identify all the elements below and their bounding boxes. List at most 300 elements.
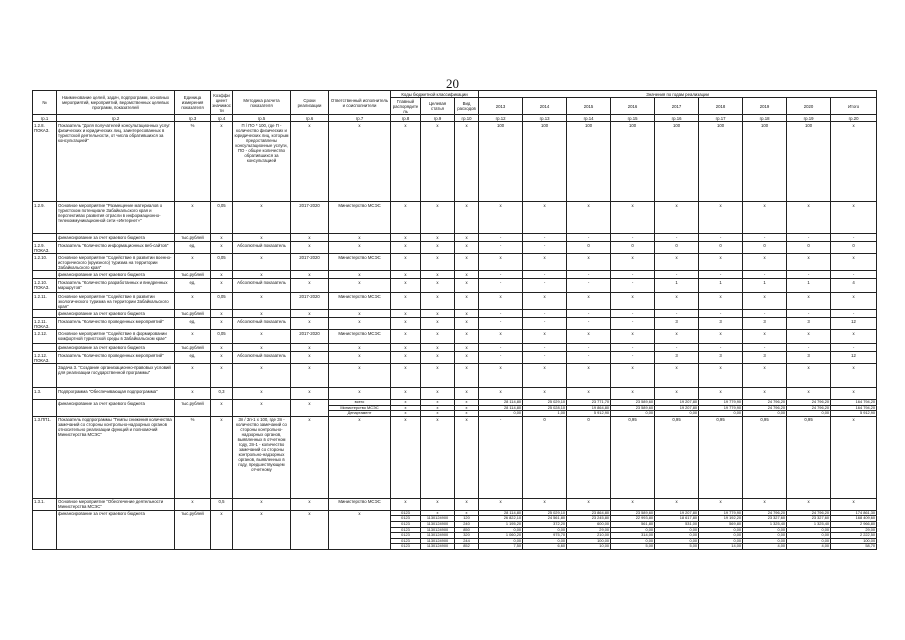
row-method: х: [233, 330, 291, 344]
row-value: -: [479, 416, 523, 498]
row-exec: Министерство МСЭС: [329, 254, 391, 271]
row-coef: х: [211, 510, 233, 549]
row-name: Основное мероприятие "Содействие в развитии военно-исторического (круизного) туризма на территории Забайкальского края": [57, 254, 175, 271]
row-value: 372,20: [523, 521, 566, 527]
table-row: [33, 510, 877, 549]
row-vr: х: [455, 364, 479, 388]
row-vr: [455, 400, 479, 417]
row-value: 0: [787, 242, 831, 254]
row-value: 23 327,60: [743, 515, 786, 521]
row-value: 0,00: [655, 527, 698, 533]
row-vr-line: х: [465, 510, 468, 515]
row-value: х: [831, 388, 877, 400]
col-number: гр.16: [655, 115, 699, 122]
row-csr: х: [421, 242, 455, 254]
row-number: 1.2.10.: [33, 254, 57, 271]
table-row: [33, 330, 877, 344]
row-value: 3: [743, 352, 787, 364]
row-csr: х: [421, 416, 455, 498]
row-value: -: [567, 279, 611, 293]
row-value: 975,70: [523, 532, 566, 538]
row-coef: 0,3: [211, 388, 233, 400]
row-value: 100,00: [567, 538, 610, 544]
row-value: х: [743, 364, 787, 388]
row-value: 23 245,80: [567, 515, 610, 521]
row-value: -: [611, 310, 655, 318]
row-value: х: [523, 498, 567, 510]
row-vr: х: [455, 234, 479, 242]
row-coef: х: [211, 242, 233, 254]
row-value: 600,00: [567, 521, 610, 527]
header-term: Сроки реализации: [291, 91, 329, 115]
row-value: х: [479, 293, 523, 310]
row-value: 3: [655, 318, 699, 330]
row-vr-line: 240: [455, 521, 478, 527]
row-value: 24 796,20: [767, 510, 786, 515]
table-row: [33, 344, 877, 352]
row-name: Основное мероприятие "Размещение материалов о туристском потенциале Забайкальского края и перспективах развития отрасли в информационно-телекоммуникационной сети «Интернет»": [57, 202, 175, 234]
row-grbs-line: 0123: [401, 510, 410, 515]
row-value: х: [699, 364, 743, 388]
row-value: -: [479, 234, 523, 242]
row-unit: х: [175, 202, 211, 234]
row-grbs: х: [391, 416, 421, 498]
row-value: 164 794,20: [831, 405, 876, 411]
col-number: гр.19: [787, 115, 831, 122]
row-name: Показатель "Количество проведенных мероприятий": [57, 318, 175, 330]
row-value: 0,00: [787, 532, 830, 538]
row-name: Показатель "Доля получателей консультационных услуг физических и юридических лиц, заинтересованных в туристской деятельности, от числа обратившихся за консультацией": [57, 122, 175, 202]
row-method: х: [233, 271, 291, 279]
row-csr: х: [421, 352, 455, 364]
row-value: 28 114,80: [504, 510, 522, 515]
header-values-group: Значения по годам реализации: [479, 91, 877, 98]
row-vr: х: [455, 388, 479, 400]
row-term: х: [291, 234, 329, 242]
row-value: 14,00: [699, 543, 742, 549]
row-value-cell: [567, 510, 611, 549]
row-value: х: [699, 293, 743, 310]
row-value: 19 864,80: [567, 405, 610, 411]
row-value: х: [523, 254, 567, 271]
row-term: 2017-2020: [291, 330, 329, 344]
row-exec: х: [329, 510, 391, 549]
row-value: 5 912,90: [831, 410, 876, 416]
row-value: х: [523, 293, 567, 310]
row-value: 1 325,40: [787, 521, 830, 527]
row-term: х: [291, 318, 329, 330]
row-vr-line: х: [455, 405, 478, 411]
row-coef: х: [211, 344, 233, 352]
row-value: х: [611, 498, 655, 510]
row-method: Абсолютный показатель: [233, 279, 291, 293]
row-method: Абсолютный показатель: [233, 352, 291, 364]
row-csr: х: [421, 271, 455, 279]
row-value: 0,00: [699, 527, 742, 533]
row-value: 0,00: [523, 527, 566, 533]
row-value: х: [655, 293, 699, 310]
row-csr: [421, 400, 455, 417]
row-value: -: [523, 344, 567, 352]
row-value: 0,00: [611, 527, 654, 533]
row-term: х: [291, 344, 329, 352]
row-method: Абсолютный показатель: [233, 318, 291, 330]
row-value: -: [831, 344, 877, 352]
row-value: х: [743, 202, 787, 234]
row-vr: х: [455, 352, 479, 364]
row-value: х: [831, 498, 877, 510]
row-value-cell: [831, 400, 877, 417]
row-value: -: [611, 344, 655, 352]
row-value: 164 794,20: [855, 399, 876, 404]
row-term: х: [291, 271, 329, 279]
row-value: х: [699, 388, 743, 400]
header-year: 2016: [611, 98, 655, 115]
row-grbs: х: [391, 318, 421, 330]
row-value: -: [743, 271, 787, 279]
header-budget-group: Коды бюджетной классификации: [391, 91, 479, 98]
row-value: -: [655, 310, 699, 318]
row-value: 0: [611, 242, 655, 254]
row-csr-line: х: [421, 410, 454, 416]
row-value: -: [831, 271, 877, 279]
row-value-cell: [523, 510, 567, 549]
row-value: 1 060,20: [479, 532, 522, 538]
row-value: х: [523, 330, 567, 344]
row-grbs: х: [391, 202, 421, 234]
row-value: 0,00: [655, 532, 698, 538]
row-unit: тыс.рублей: [175, 271, 211, 279]
row-value: х: [699, 254, 743, 271]
row-grbs-line: 0123: [391, 515, 420, 521]
row-value: 314,00: [611, 532, 654, 538]
row-grbs-line: х: [391, 410, 420, 416]
row-value: 531,00: [655, 521, 698, 527]
row-value: х: [831, 122, 877, 202]
row-grbs-line: х: [391, 405, 420, 411]
row-value: 28 114,80: [504, 399, 522, 404]
row-vr: х: [455, 279, 479, 293]
row-value: -: [787, 344, 831, 352]
row-csr: х: [421, 344, 455, 352]
row-value: 28 114,80: [479, 405, 522, 411]
row-vr: х: [455, 271, 479, 279]
row-value-cell: [611, 510, 655, 549]
row-value: 24 796,20: [811, 510, 830, 515]
row-value: 100: [743, 122, 787, 202]
row-name: Основное мероприятие "Обеспечение деятельности Министерства МСЭС": [57, 498, 175, 510]
row-value: -: [523, 242, 567, 254]
row-value: 0,00: [479, 527, 522, 533]
row-value: -: [787, 271, 831, 279]
row-vr-line: 320: [455, 532, 478, 538]
column-numbers-row: [33, 115, 877, 122]
row-grbs: [391, 510, 421, 549]
row-value: х: [831, 254, 877, 271]
row-value: х: [699, 202, 743, 234]
row-value: 22 993,80: [611, 515, 654, 521]
header-year: 2013: [479, 98, 523, 115]
row-vr-line: 850: [455, 527, 478, 533]
row-csr-line: х: [436, 399, 439, 404]
row-value: х: [567, 254, 611, 271]
table-row: [33, 364, 877, 388]
row-number: 1.2.11.: [33, 293, 57, 310]
row-number: [33, 510, 57, 549]
table-row: [33, 310, 877, 318]
col-number: гр.20: [831, 115, 877, 122]
row-value: х: [743, 388, 787, 400]
row-exec-line: Департамент: [329, 410, 390, 416]
row-value: 6,60: [523, 543, 566, 549]
row-value: 100: [699, 122, 743, 202]
row-value: х: [787, 388, 831, 400]
row-value-cell: [743, 400, 787, 417]
col-number: гр.17: [699, 115, 743, 122]
row-value: 23 327,60: [787, 515, 830, 521]
row-value-cell: [787, 400, 831, 417]
row-vr: х: [455, 293, 479, 310]
row-value: -: [611, 234, 655, 242]
row-term: 2017-2020: [291, 202, 329, 234]
row-number: 1.2.8. ПОКАЗ.: [33, 122, 57, 202]
row-value: -: [479, 310, 523, 318]
row-value: х: [831, 364, 877, 388]
row-value: 3: [699, 352, 743, 364]
row-name: финансирование за счет краевого бюджета: [57, 310, 175, 318]
row-value: -: [611, 271, 655, 279]
row-value: -: [479, 318, 523, 330]
row-value: х: [479, 254, 523, 271]
row-exec: х: [329, 279, 391, 293]
col-number: гр.12: [479, 115, 523, 122]
row-value: х: [611, 202, 655, 234]
row-coef: 0,05: [211, 330, 233, 344]
row-grbs: х: [391, 279, 421, 293]
row-value: х: [655, 364, 699, 388]
row-csr: х: [421, 318, 455, 330]
row-value: х: [787, 202, 831, 234]
row-csr: х: [421, 364, 455, 388]
row-csr-line: 1130124900: [421, 515, 454, 521]
row-vr: х: [455, 318, 479, 330]
row-value: 4,00: [787, 543, 830, 549]
header-no: №: [33, 91, 57, 115]
row-value: 19 779,90: [723, 399, 742, 404]
row-value: 0,00: [743, 538, 786, 544]
row-grbs-line: 0123: [391, 521, 420, 527]
row-term: х: [291, 498, 329, 510]
row-name: финансирование за счет краевого бюджета: [57, 344, 175, 352]
row-coef: 0,5: [211, 498, 233, 510]
row-value: -: [567, 344, 611, 352]
header-exec: Ответственный исполнитель и соисполнители: [329, 91, 391, 115]
row-value-cell: [523, 400, 567, 417]
row-value: х: [743, 254, 787, 271]
row-coef: х: [211, 364, 233, 388]
row-term: х: [291, 242, 329, 254]
row-value: х: [567, 293, 611, 310]
row-method: х: [233, 310, 291, 318]
row-value: -: [523, 310, 567, 318]
row-exec: х: [329, 352, 391, 364]
row-name: Основное мероприятие "Содействие в формировании комфортной туристской среды в Забайкальском крае": [57, 330, 175, 344]
row-unit: %: [175, 122, 211, 202]
row-exec: х: [329, 364, 391, 388]
row-value: -: [787, 310, 831, 318]
row-unit: ед.: [175, 318, 211, 330]
row-exec-line: Министерство МСЭС: [329, 405, 390, 411]
row-unit: %: [175, 416, 211, 498]
table-row: [33, 416, 877, 498]
row-csr: х: [421, 310, 455, 318]
row-unit: тыс.рублей: [175, 400, 211, 417]
row-value: 24 796,20: [811, 399, 830, 404]
row-value: х: [787, 364, 831, 388]
row-number: 1.2.11. ПОКАЗ.: [33, 318, 57, 330]
row-value: 1 325,40: [743, 521, 786, 527]
row-unit: ед.: [175, 352, 211, 364]
table-body: [33, 122, 877, 550]
row-coef: 0,05: [211, 202, 233, 234]
row-unit: х: [175, 364, 211, 388]
row-value: 100: [611, 122, 655, 202]
row-vr: х: [455, 242, 479, 254]
row-value: х: [743, 498, 787, 510]
row-value: 25 029,10: [547, 510, 566, 515]
row-number: 1.3.: [33, 388, 57, 400]
row-value: х: [655, 498, 699, 510]
row-value: 1: [655, 279, 699, 293]
row-value: -: [655, 344, 699, 352]
row-value: 23 771,70: [591, 399, 610, 404]
row-value: х: [567, 364, 611, 388]
row-value: х: [787, 330, 831, 344]
row-value: х: [787, 498, 831, 510]
row-coef: 0,05: [211, 293, 233, 310]
row-value: 0,00: [611, 410, 654, 416]
row-coef: х: [211, 279, 233, 293]
row-number: 1.3.1.: [33, 498, 57, 510]
row-grbs: х: [391, 388, 421, 400]
row-value: -: [567, 318, 611, 330]
row-term: 2017-2020: [291, 254, 329, 271]
row-value: 174 861,30: [855, 510, 876, 515]
row-term: х: [291, 416, 329, 498]
col-number: гр.4: [211, 115, 233, 122]
row-value: х: [479, 388, 523, 400]
row-number: [33, 271, 57, 279]
header-year: 2020: [787, 98, 831, 115]
row-coef: х: [211, 416, 233, 498]
row-value: х: [479, 330, 523, 344]
row-value: 25 028,10: [523, 405, 566, 411]
row-exec: х: [329, 416, 391, 498]
row-value: 0,00: [699, 532, 742, 538]
row-unit: тыс.рублей: [175, 234, 211, 242]
row-value: 0: [699, 242, 743, 254]
row-value: 0,95: [611, 416, 655, 498]
row-vr: [455, 510, 479, 549]
header-year: 2014: [523, 98, 567, 115]
row-value: 1 195,20: [479, 521, 522, 527]
row-csr: х: [421, 388, 455, 400]
row-value: 210,00: [567, 532, 610, 538]
row-value: 0,00: [479, 410, 522, 416]
row-method: х: [233, 510, 291, 549]
header-csr: Целевая статья: [421, 98, 455, 115]
row-value: -: [611, 279, 655, 293]
row-value: 2 222,50: [831, 532, 876, 538]
row-grbs-line: х: [404, 399, 407, 404]
row-value: 18 617,80: [655, 515, 698, 521]
row-coef: х: [211, 318, 233, 330]
row-value: -: [567, 271, 611, 279]
row-value-cell: [787, 510, 831, 549]
row-csr: [421, 510, 455, 549]
row-name: Задача 3. "Создание организационно-правовых условий для реализации государственной программы": [57, 364, 175, 388]
row-value: 0,00: [655, 410, 698, 416]
row-value: х: [787, 254, 831, 271]
header-year-total: Итого: [831, 98, 877, 115]
row-value: 1: [743, 279, 787, 293]
row-name: Показатель "Количество проведенных мероприятий": [57, 352, 175, 364]
row-number: 1.2.12. ПОКАЗ.: [33, 352, 57, 364]
row-value-cell: [655, 510, 699, 549]
row-csr: х: [421, 234, 455, 242]
row-value-cell: [479, 510, 523, 549]
row-method: х: [233, 400, 291, 417]
row-value: 25 029,10: [547, 399, 566, 404]
row-value: х: [743, 293, 787, 310]
table-row: [33, 388, 877, 400]
row-csr-line: х: [436, 510, 439, 515]
row-value: 0: [743, 242, 787, 254]
row-exec: Министерство МСЭС: [329, 202, 391, 234]
row-grbs-line: 0123: [391, 527, 420, 533]
row-value: 29,00: [831, 527, 876, 533]
row-value: 0: [567, 416, 611, 498]
row-value-cell: [655, 400, 699, 417]
row-value: -: [523, 234, 567, 242]
row-value: х: [479, 364, 523, 388]
table-row: [33, 254, 877, 271]
row-value: х: [479, 202, 523, 234]
row-number: [33, 310, 57, 318]
header-year: 2015: [567, 98, 611, 115]
row-vr: х: [455, 330, 479, 344]
row-value: -: [699, 310, 743, 318]
header-name: Наименование целей, задач, подпрограмм, основных мероприятий, мероприятий, ведомственных целевых программ, показателей: [57, 91, 175, 115]
row-value: 3: [787, 318, 831, 330]
header-year: 2017: [655, 98, 699, 115]
col-number: гр.13: [523, 115, 567, 122]
row-value: х: [567, 330, 611, 344]
row-value-cell: [479, 400, 523, 417]
row-value: -: [523, 318, 567, 330]
row-coef: 0,05: [211, 254, 233, 271]
program-table-sheet: [32, 90, 876, 550]
row-value: 569,80: [699, 521, 742, 527]
row-value: -: [479, 242, 523, 254]
row-coef: х: [211, 122, 233, 202]
col-number: гр.10: [455, 115, 479, 122]
header-year: 2018: [699, 98, 743, 115]
row-value: 0,00: [787, 527, 830, 533]
row-value: 0,95: [655, 416, 699, 498]
row-value-cell: [611, 400, 655, 417]
row-exec: Министерство МСЭС: [329, 330, 391, 344]
